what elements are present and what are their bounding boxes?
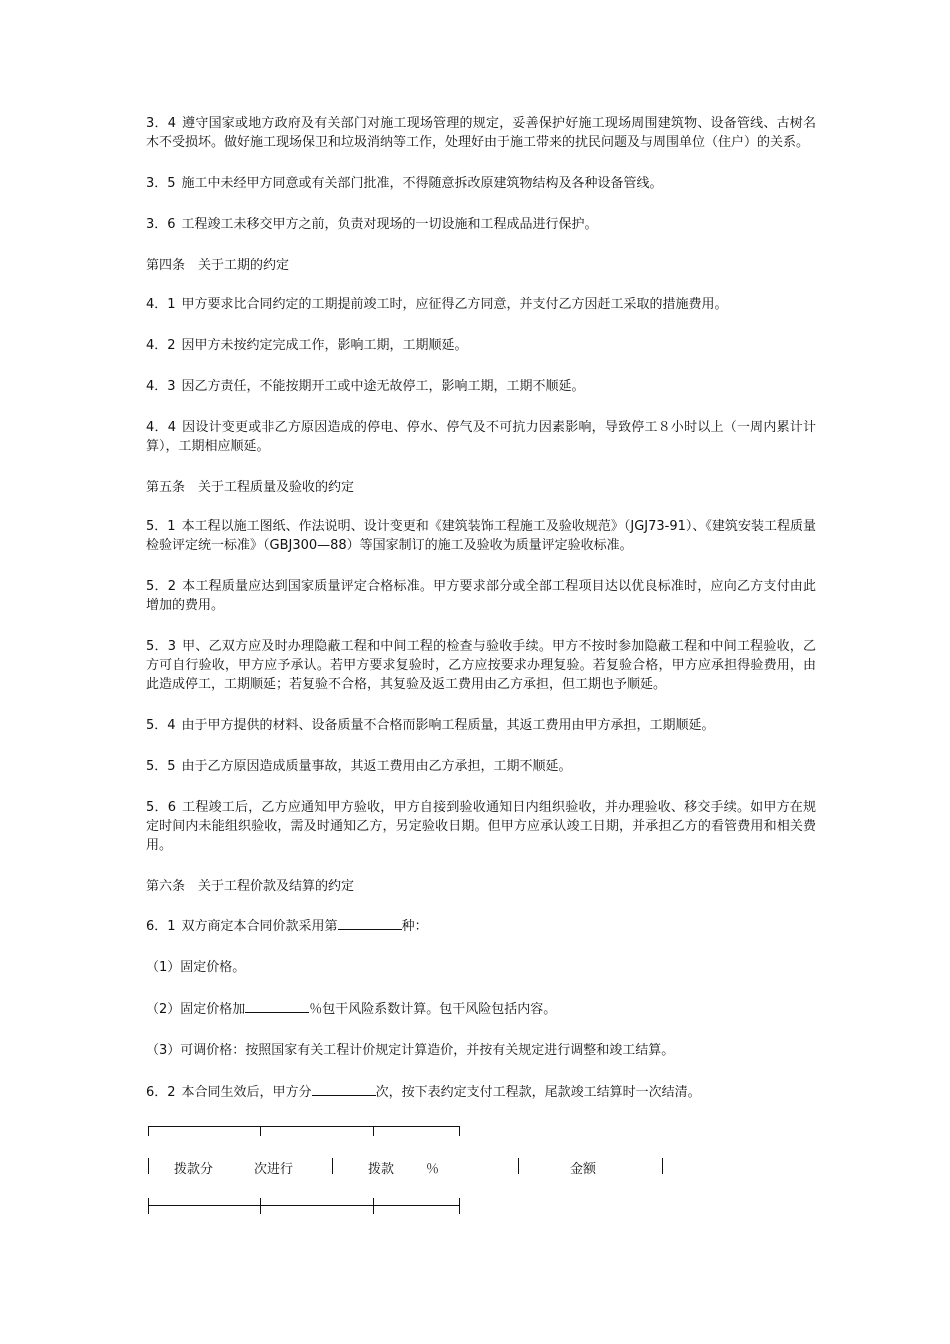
clause-text: 因甲方未按约定完成工作，影响工期，工期顺延。 (181, 338, 468, 353)
clause-text: 种： (401, 919, 428, 934)
clause-text: 本合同生效后，甲方分 (181, 1085, 312, 1100)
option-text: （3）可调价格：按照国家有关工程计价规定计算造价，并按有关规定进行调整和竣工结算。 (146, 1043, 675, 1058)
clause-text: 因乙方责任，不能按期开工或中途无故停工，影响工期，工期不顺延。 (181, 379, 585, 394)
table-corner-right (459, 1126, 460, 1136)
section-heading (146, 256, 816, 275)
clause-paragraph (146, 114, 816, 152)
clause-text: 双方商定本合同价款采用第 (181, 919, 338, 934)
table-header-cell: 次进行 (254, 1162, 294, 1177)
clause-text: 第六条 关于工程价款及结算的约定 (146, 879, 355, 894)
document-body (146, 114, 816, 1124)
clause-paragraph (146, 174, 816, 193)
clause-paragraph (146, 916, 816, 936)
clause-number: 5．2 (146, 579, 176, 594)
clause-text: 第五条 关于工程质量及验收的约定 (146, 480, 355, 495)
clause-text: 遵守国家或地方政府及有关部门对施工现场管理的规定，妥善保护好施工现场周围建筑物、设备管线、古树名木不受损坏。做好施工现场保卫和垃圾消纳等工作，处理好由于施工带来的扰民问题及与周围单位（住户）的关系。 (146, 116, 816, 150)
clause-paragraph (146, 215, 816, 234)
clause-text: 甲方要求比合同约定的工期提前竣工时，应征得乙方同意，并支付乙方因赶工采取的措施费用。 (181, 297, 728, 312)
clause-text: 由于甲方提供的材料、设备质量不合格而影响工程质量，其返工费用由甲方承担，工期顺延。 (181, 718, 715, 733)
fill-in-blank[interactable] (312, 1082, 376, 1096)
section-heading (146, 877, 816, 896)
table-tick (459, 1198, 460, 1214)
fill-in-blank[interactable] (338, 916, 402, 930)
clause-number: 5．1 (146, 519, 176, 534)
option-text: （1）固定价格。 (146, 960, 246, 975)
clause-paragraph (146, 377, 816, 396)
clause-number: 4．4 (146, 420, 176, 435)
clause-text: 由于乙方原因造成质量事故，其返工费用由乙方承担，工期不顺延。 (181, 759, 572, 774)
clause-text: 工程竣工未移交甲方之前，负责对现场的一切设施和工程成品进行保护。 (181, 217, 598, 232)
table-header-cell: 拨款 (368, 1162, 395, 1177)
clause-paragraph (146, 418, 816, 456)
option-paragraph (146, 958, 816, 977)
clause-text: 因设计变更或非乙方原因造成的停电、停水、停气及不可抗力因素影响，导致停工８小时以上（一周内累计计算），工期相应顺延。 (146, 420, 816, 454)
clause-paragraph (146, 798, 816, 855)
clause-paragraph (146, 517, 816, 555)
clause-number: 5．4 (146, 718, 176, 733)
payment-table-header (148, 1158, 668, 1178)
option-paragraph (146, 1041, 816, 1060)
clause-paragraph (146, 577, 816, 615)
table-corner-left (148, 1126, 149, 1136)
clause-number: 5．6 (146, 800, 176, 815)
clause-number: 6．1 (146, 919, 176, 934)
clause-text: 施工中未经甲方同意或有关部门批准，不得随意拆改原建筑物结构及各种设备管线。 (181, 176, 663, 191)
table-tick (260, 1126, 261, 1136)
table-tick (373, 1198, 374, 1214)
clause-number: 3．5 (146, 176, 176, 191)
clause-paragraph (146, 757, 816, 776)
table-tick (373, 1126, 374, 1136)
option-paragraph (146, 999, 816, 1019)
clause-text: 次，按下表约定支付工程款，尾款竣工结算时一次结清。 (375, 1085, 701, 1100)
option-text: ％包干风险系数计算。包干风险包括内容。 (309, 1002, 557, 1017)
table-header-cell: 金额 (570, 1162, 597, 1177)
fill-in-blank[interactable] (245, 999, 309, 1013)
clause-text: 第四条 关于工期的约定 (146, 258, 290, 273)
clause-number: 4．3 (146, 379, 176, 394)
clause-number: 5．3 (146, 639, 176, 654)
clause-paragraph (146, 295, 816, 314)
clause-number: 3．6 (146, 217, 176, 232)
clause-paragraph (146, 637, 816, 694)
table-header-cell: 拨款分 (174, 1162, 214, 1177)
clause-text: 甲、乙双方应及时办理隐蔽工程和中间工程的检查与验收手续。甲方不按时参加隐蔽工程和中间工程验收，乙方可自行验收，甲方应予承认。若甲方要求复验时，乙方应按要求办理复验。若复验合格，甲方应承担得验费用，由此造成停工，工期顺延；若复验不合格，其复验及返工费用由乙方承担，但工期也予顺延。 (146, 639, 816, 692)
clause-number: 3．4 (146, 116, 176, 131)
clause-text: 工程竣工后，乙方应通知甲方验收，甲方自接到验收通知日内组织验收，并办理验收、移交手续。如甲方在规定时间内未能组织验收，需及时通知乙方，另定验收日期。但甲方应承认竣工日期，并承担乙方的看管费用和相关费用。 (146, 800, 816, 853)
table-tick (260, 1198, 261, 1214)
clause-text: 本工程质量应达到国家质量评定合格标准。甲方要求部分或全部工程项目达以优良标准时，应向乙方支付由此增加的费用。 (146, 579, 816, 613)
clause-number: 4．1 (146, 297, 176, 312)
clause-paragraph (146, 716, 816, 735)
clause-paragraph (146, 1082, 816, 1102)
clause-paragraph (146, 336, 816, 355)
option-text: （2）固定价格加 (146, 1002, 246, 1017)
clause-text: 本工程以施工图纸、作法说明、设计变更和《建筑装饰工程施工及验收规范》（JGJ73-91）、《建筑安装工程质量检验评定统一标准》（GBJ300—88）等国家制订的施工及验收为质量评定验收标准。 (146, 519, 816, 553)
clause-number: 4．2 (146, 338, 176, 353)
table-tick (148, 1198, 149, 1214)
clause-number: 5．5 (146, 759, 176, 774)
section-heading (146, 478, 816, 497)
table-bottom-border (148, 1205, 460, 1206)
table-top-border (148, 1126, 460, 1127)
clause-number: 6．2 (146, 1085, 176, 1100)
table-header-cell: ％ (426, 1162, 440, 1177)
